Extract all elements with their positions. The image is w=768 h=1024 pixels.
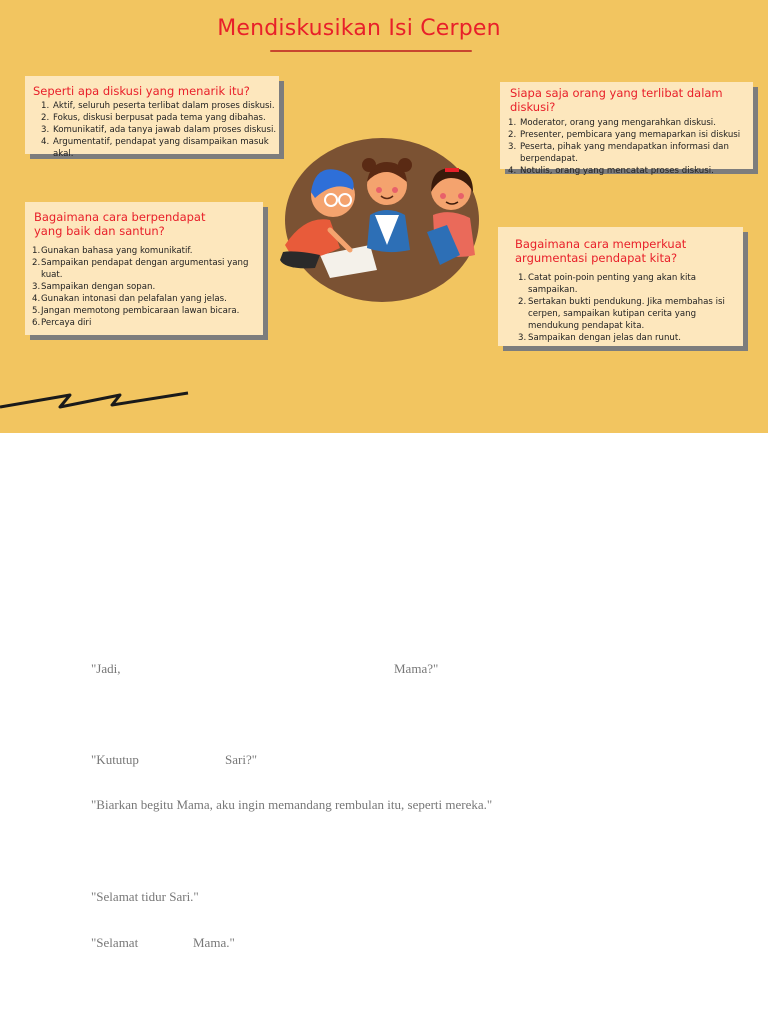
squiggle-decoration xyxy=(0,385,200,415)
card-list xyxy=(32,245,263,329)
dialogue-line-2a: "Kututup xyxy=(91,752,139,767)
list-item: 1. Gunakan bahasa yang komunikatif. xyxy=(32,246,193,256)
list-item: 2. Fokus, diskusi berpusat pada tema yang dibahas. xyxy=(41,113,266,123)
dialogue-line-2b: Sari?" xyxy=(225,752,258,767)
list-item: 1. Catat poin-poin penting yang akan kita sampaikan. xyxy=(518,273,697,295)
list-item: 5. Jangan memotong pembicaraan lawan bicara. xyxy=(32,306,240,316)
card-heading: Siapa saja orang yang terlibat dalam diskusi? xyxy=(510,86,723,114)
card-list xyxy=(508,117,753,177)
list-item: 4. Argumentatif, pendapat yang disampaikan masuk akal. xyxy=(41,137,269,159)
dialogue-line-4: "Selamat tidur Sari." xyxy=(91,889,199,904)
list-item: 1. Aktif, seluruh peserta terlibat dalam proses diskusi. xyxy=(41,101,275,111)
list-item: 2. Sampaikan pendapat dengan argumentasi yang kuat. xyxy=(32,258,249,280)
card-discussion-participants xyxy=(500,82,753,176)
dialogue-line-1b: Mama?" xyxy=(394,661,439,676)
card-strengthen-argument xyxy=(498,227,743,346)
card-polite-opinion xyxy=(25,202,263,335)
list-item: 3. Peserta, pihak yang mendapatkan informasi dan berpendapat. xyxy=(508,142,729,164)
dialogue-line-3: "Biarkan begitu Mama, aku ingin memandang rembulan itu, seperti mereka." xyxy=(91,797,493,812)
page-title: Mendiskusikan Isi Cerpen xyxy=(217,16,501,41)
card-heading: Bagaimana cara memperkuat argumentasi pendapat kita? xyxy=(515,237,687,265)
list-item: 4. Notulis, orang yang mencatat proses diskusi. xyxy=(508,166,714,176)
list-item: 4. Gunakan intonasi dan pelafalan yang jelas. xyxy=(32,294,227,304)
list-item: 3. Sampaikan dengan jelas dan runut. xyxy=(518,333,681,343)
list-item: 2. Sertakan bukti pendukung. Jika membahas isi cerpen, sampaikan kutipan cerita yang mendukung pendapat kita. xyxy=(518,297,725,331)
card-heading: Seperti apa diskusi yang menarik itu? xyxy=(33,84,250,98)
children-discussion-illustration xyxy=(275,120,490,305)
card-list xyxy=(33,100,279,160)
list-item: 1. Moderator, orang yang mengarahkan diskusi. xyxy=(508,118,716,128)
dialogue-line-1a: "Jadi, xyxy=(91,661,121,676)
list-item: 3. Komunikatif, ada tanya jawab dalam proses diskusi. xyxy=(41,125,277,135)
list-item: 2. Presenter, pembicara yang memaparkan isi diskusi xyxy=(508,130,741,140)
card-list xyxy=(515,272,743,344)
dialogue-line-5b: Mama." xyxy=(193,935,235,950)
title-underline xyxy=(270,50,472,52)
dialogue-line-5a: "Selamat xyxy=(91,935,139,950)
list-item: 6. Percaya diri xyxy=(32,318,92,328)
card-heading: Bagaimana cara berpendapat yang baik dan santun? xyxy=(34,210,206,238)
card-engaging-discussion xyxy=(25,76,279,159)
list-item: 3. Sampaikan dengan sopan. xyxy=(32,282,156,292)
